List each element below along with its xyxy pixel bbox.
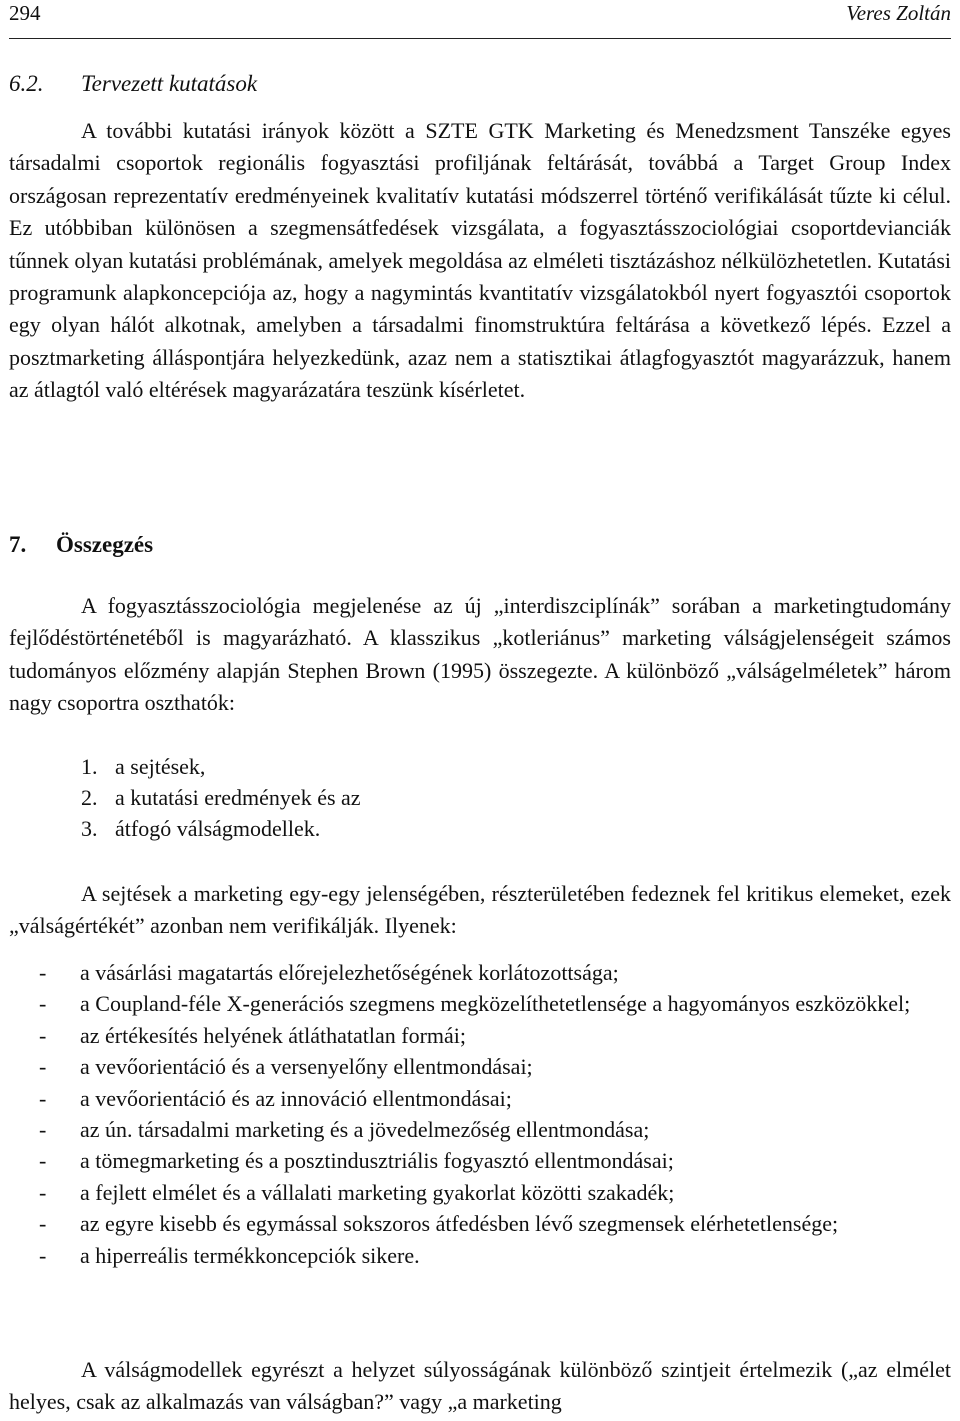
list-number: 3. — [81, 816, 98, 841]
list-item-text: az értékesítés helyének átláthatatlan formái; — [80, 1022, 467, 1048]
list-item — [39, 1051, 951, 1082]
list-item-text: az ún. társadalmi marketing és a jövedelmezőség ellentmondása; — [80, 1117, 650, 1143]
section-heading — [9, 530, 153, 560]
list-item — [39, 1208, 951, 1239]
list-item — [39, 1177, 951, 1208]
subsection-heading — [9, 70, 257, 98]
dash-bullet: - — [39, 1211, 47, 1237]
list-item — [39, 1240, 951, 1271]
list-item — [39, 1083, 951, 1114]
list-number: 1. — [81, 754, 98, 779]
paragraph-planned-research: A további kutatási irányok között a SZTE GTK Marketing és Menedzsment Tanszéke egyes társadalmi csoportok regionális fogyasztási profiljának feltárását, továbbá a Target Group Index országosan reprezentatív eredményeinek kvalitatív kutatási módszerrel történő verifikálását tűzte ki célul. Ez utóbbiban különösen a szegmensátfedések vizsgálata, a fogyasztásszociológiai csoportdevianciák tűnnek olyan kutatási problémának, amelyek megoldása az elméleti tisztázáshoz nélkülözhetetlen. Kutatási programunk alapkoncepciója az, hogy a nagymintás kvantitatív vizsgálatokból nyert fogyasztói csoportok egy olyan hálót alkotnak, amelyben a társadalmi finomstruktúra feltárása a következő lépés. Ezzel a posztmarketing álláspontjára helyezkedünk, azaz nem a statisztikai átlagfogyasztót magyarázzuk, hanem az átlagtól való eltérések magyarázatára teszünk kísérletet. — [9, 118, 951, 403]
list-item-text: az egyre kisebb és egymással sokszoros átfedésben lévő szegmensek elérhetetlensége; — [80, 1211, 839, 1237]
list-item — [81, 782, 941, 813]
dash-bullet: - — [39, 991, 47, 1017]
section-number: 7. — [9, 532, 27, 557]
list-number: 2. — [81, 785, 98, 810]
dash-bullet: - — [39, 1054, 47, 1080]
list-item — [39, 1020, 951, 1051]
paragraph-conjectures: A sejtések a marketing egy-egy jelenségében, részterületében fedeznek fel kritikus elemeket, ezek „válságértékét” azonban nem verifikálják. Ilyenek: — [9, 881, 951, 939]
dash-bullet: - — [39, 1179, 47, 1205]
list-item — [39, 1145, 951, 1176]
paragraph-summary-intro: A fogyasztásszociológia megjelenése az új „interdiszciplínák” sorában a marketingtudomány fejlődéstörténetéből is magyarázható. A klasszikus „kotleriánus” marketing válságjelenségeit számos tudományos előzmény alapján Stephen Brown (1995) összegezte. A különböző „válságelméletek” három nagy csoportra oszthatók: — [9, 593, 951, 716]
list-item-text: a vevőorientáció és az innováció ellentmondásai; — [80, 1085, 512, 1111]
dash-bullet: - — [39, 960, 47, 985]
running-header — [9, 0, 951, 39]
crisis-theory-groups-list — [81, 751, 941, 844]
subsection-title: Tervezett kutatások — [81, 71, 258, 96]
paragraph-crisis-models: A válságmodellek egyrészt a helyzet súlyosságának különböző szintjeit értelmezik („az elmélet helyes, csak az alkalmazás van válságban?” vagy „a marketing — [9, 1357, 951, 1415]
list-item-text: átfogó válságmodellek. — [115, 816, 321, 841]
list-item — [81, 751, 941, 782]
list-item-text: a tömegmarketing és a posztindusztriális fogyasztó ellentmondásai; — [80, 1148, 674, 1174]
list-item — [39, 988, 951, 1019]
list-item-text: a sejtések, — [115, 754, 206, 779]
page-number: 294 — [9, 1, 41, 25]
list-item — [81, 813, 941, 844]
section-title: Összegzés — [56, 532, 154, 557]
list-item-text: a vásárlási magatartás előrejelezhetőségének korlátozottsága; — [80, 960, 619, 985]
list-item-text: a hiperreális termékkoncepciók sikere. — [80, 1242, 420, 1268]
list-item — [39, 1114, 951, 1145]
list-item-text: a kutatási eredmények és az — [115, 785, 361, 810]
dash-bullet: - — [39, 1085, 47, 1111]
conjectures-list — [39, 957, 951, 1271]
book-page — [9, 0, 951, 1421]
running-head-author: Veres Zoltán — [846, 1, 951, 25]
list-item-text: a fejlett elmélet és a vállalati marketing gyakorlat közötti szakadék; — [80, 1179, 675, 1205]
dash-bullet: - — [39, 1148, 47, 1174]
dash-bullet: - — [39, 1117, 47, 1143]
list-item-text: a Coupland-féle X-generációs szegmens megközelíthetetlensége a hagyományos eszközökkel; — [80, 991, 911, 1017]
list-item — [39, 957, 951, 988]
dash-bullet: - — [39, 1242, 47, 1268]
dash-bullet: - — [39, 1022, 47, 1048]
list-item-text: a vevőorientáció és a versenyelőny ellentmondásai; — [80, 1054, 533, 1080]
subsection-number: 6.2. — [9, 71, 44, 96]
